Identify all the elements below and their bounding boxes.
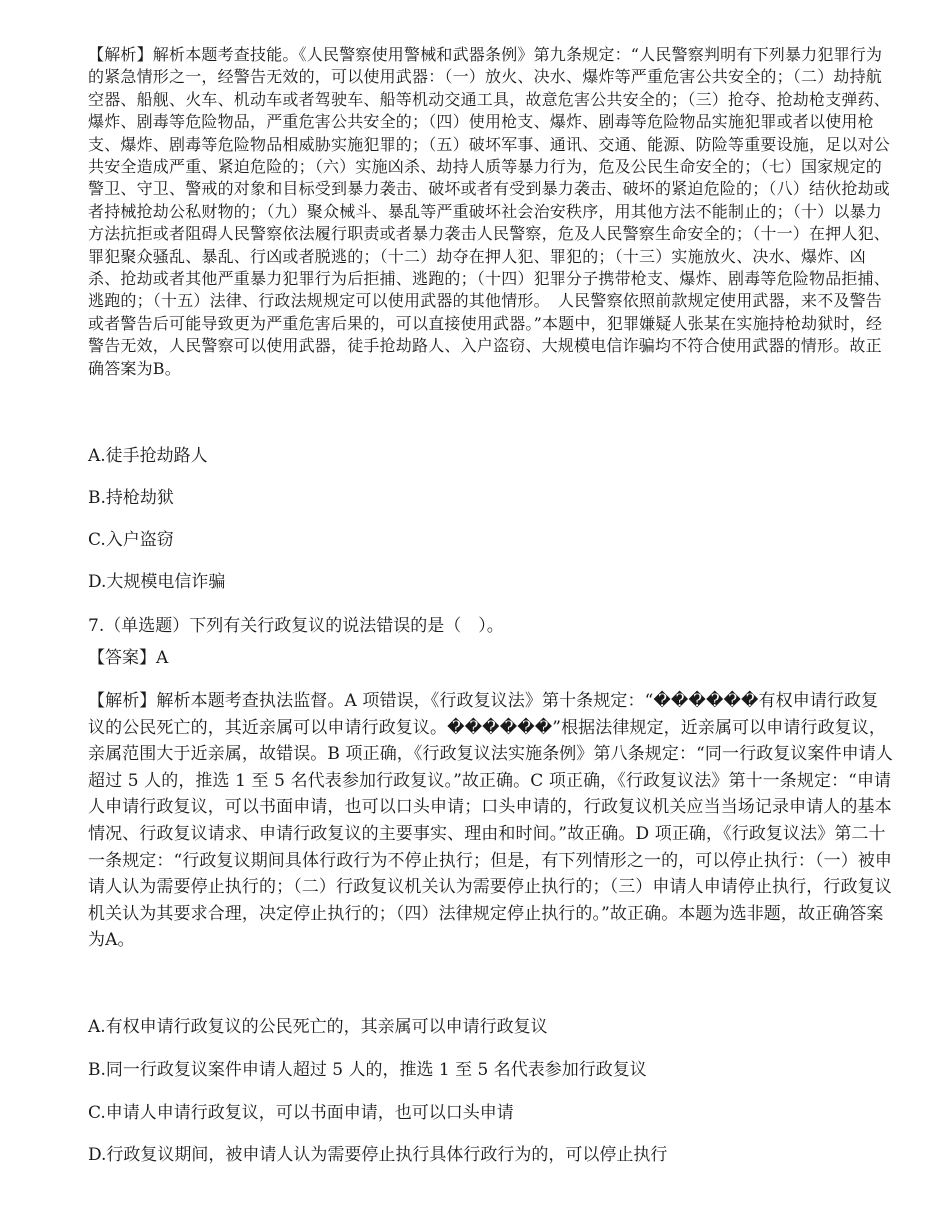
q6-analysis-text: 【解析】解析本题考查技能。《人民警察使用警械和武器条例》第九条规定：“人民警察判明有下列暴力犯罪行为的紧急情形之一，经警告无效的，可以使用武器：（一）放火、决水、爆炸等严重危害公共安全的；（二）劫持航空器、船舰、火车、机动车或者驾驶车、船等机动交通工具，故意危害公共安全的；（三）抢夺、抢劫枪支弹药、爆炸、剧毒等危险物品，严重危害公共安全的；（四）使用枪支、爆炸、剧毒等危险物品实施犯罪或者以使用枪支、爆炸、剧毒等危险物品相威胁实施犯罪的；（五）破坏军事、通讯、交通、能源、防险等重要设施，足以对公共安全造成严重、紧迫危险的；（六）实施凶杀、劫持人质等暴力行为，危及公民生命安全的；（七）国家规定的警卫、守卫、警戒的对象和目标受到暴力袭击、破坏或者有受到暴力袭击、破坏的紧迫危险的；（八）结伙抢劫或者持械抢劫公私财物的；（九）聚众械斗、暴乱等严重破坏社会治安秩序，用其他方法不能制止的；（十）以暴力方法抗拒或者阻碍人民警察依法履行职责或者暴力袭击人民警察，危及人民警察生命安全的；（十一）在押人犯、罪犯聚众骚乱、暴乱、行凶或者脱逃的；（十二）劫夺在押人犯、罪犯的；（十三）实施放火、决水、爆炸、凶杀、抢劫或者其他严重暴力犯罪行为后拒捕、逃跑的；（十四）犯罪分子携带枪支、爆炸、剧毒等危险物品拒捕、逃跑的；（十五）法律、行政法规规定可以使用武器的其他情形。 人民警察依照前款规定使用武器，来不及警告或者警告后可能导致更为严重危害后果的，可以直接使用武器。”本题中，犯罪嫌疑人张某在实施持枪劫狱时，经警告无效，人民警察可以使用武器，徒手抢劫路人、入户盗窃、大规模电信诈骗均不符合使用武器的情形。故正确答案为B。 (88, 45, 891, 378)
q7-option-c: C.申请人申请行政复议，可以书面申请，也可以口头申请 (88, 1103, 514, 1123)
q7-analysis-text: 【解析】解析本题考查执法监督。A 项错误，《行政复议法》第十条规定：“������有权申请行政复议的公民死亡的，其近亲属可以申请行政复议。������”根据法律规定，近亲属可以申请行政复议，亲属范围大于近亲属，故错误。B 项正确，《行政复议法实施条例》第八条规定：“同一行政复议案件申请人超过 5 人的，推选 1 至 5 名代表参加行政复议。”故正确。C 项正确，《行政复议法》第十一条规定：“申请人申请行政复议，可以书面申请，也可以口头申请；口头申请的，行政复议机关应当当场记录申请人的基本情况、行政复议请求、申请行政复议的主要事实、理由和时间。”故正确。D 项正确，《行政复议法》第二十一条规定：“行政复议期间具体行政行为不停止执行；但是，有下列情形之一的，可以停止执行：（一）被申请人认为需要停止执行的；（二）行政复议机关认为需要停止执行的；（三）申请人申请停止执行，行政复议机关认为其要求合理，决定停止执行的；（四）法律规定停止执行的。”故正确。本题为选非题，故正确答案为A。 (88, 691, 893, 951)
q7-option-d: D.行政复议期间，被申请人认为需要停止执行具体行政行为的，可以停止执行 (88, 1145, 668, 1165)
q6-option-d: D.大规模电信诈骗 (88, 572, 226, 592)
q6-option-a: A.徒手抢劫路人 (88, 446, 208, 466)
q7-question-title: 7.（单选题）下列有关行政复议的说法错误的是（ ）。 (88, 616, 504, 636)
q6-option-c: C.入户盗窃 (88, 530, 174, 550)
q7-option-b: B.同一行政复议案件申请人超过 5 人的，推选 1 至 5 名代表参加行政复议 (88, 1060, 647, 1080)
q6-option-b: B.持枪劫狱 (88, 488, 174, 508)
q7-option-a: A.有权申请行政复议的公民死亡的，其亲属可以申请行政复议 (88, 1017, 548, 1037)
q7-answer: 【答案】A (88, 648, 169, 668)
